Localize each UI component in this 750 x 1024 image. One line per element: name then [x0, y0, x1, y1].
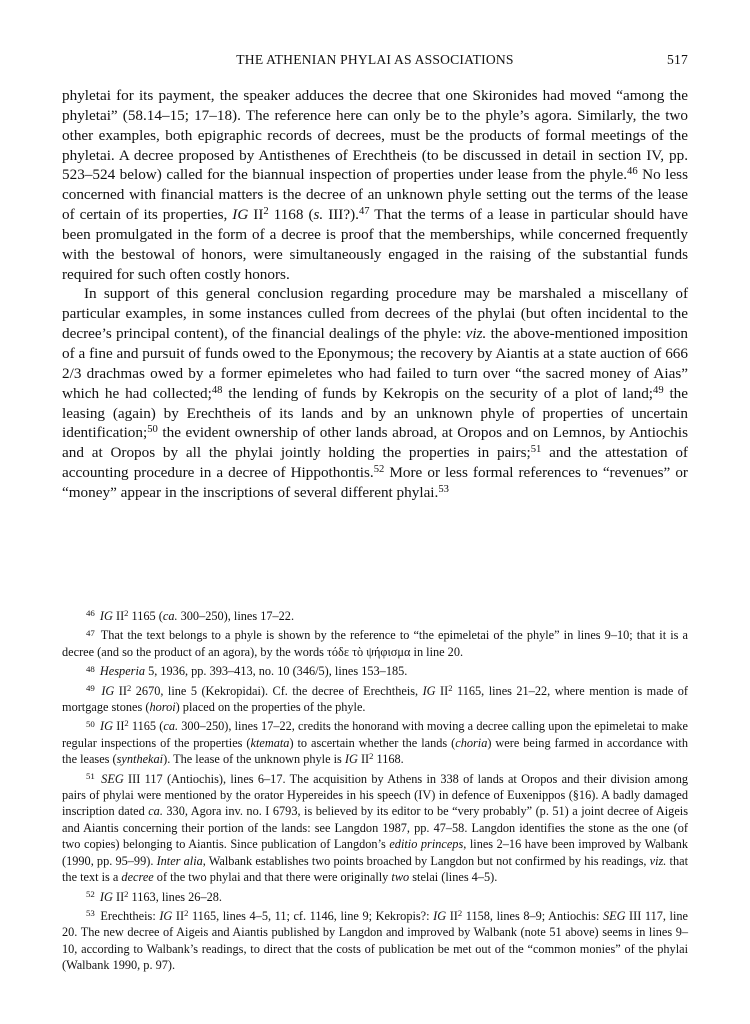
- main-text: [62, 86, 688, 503]
- footnote-50: $^{50}$ IG $II^2$ 1165 (ca. 300–250), lines 17–22, credits the honorand with moving a decree calling upon the epimeletai to make regular inspections of the properties (ktemata) to ascertain whether the lands (choria) were being farmed in accordance with the leases (synthekai). The lease of the unknown phyle is IG $II^2$ 1168.: [62, 718, 689, 767]
- footnote-47: $^{47}$ That the text belongs to a phyle is shown by the reference to “the epimeletai of the phyle” in lines 9–10; that it is a decree (and so the product of an agora), by the words τόδε τὸ ψήφισμα in line 20.: [62, 627, 688, 659]
- footnote-ref-53[interactable]: 53: [438, 484, 449, 496]
- footnote-ref-46[interactable]: 46: [627, 166, 638, 178]
- footnote-52: $^{52}$ IG $II^2$ 1163, lines 26–28.: [86, 888, 222, 904]
- footnote-ref-50[interactable]: 50: [147, 424, 158, 436]
- footnote-49: $^{49}$ IG $II^2$ 2670, line 5 (Kekropidai). Cf. the decree of Erechtheis, IG $II^2$ 1165, lines 21–22, where mention is made of mortgage stones (horoi) placed on the properties of the phyle.: [62, 682, 689, 715]
- running-title: THE ATHENIAN PHYLAI AS ASSOCIATIONS: [236, 52, 514, 67]
- footnote-48: $^{48}$ Hesperia 5, 1936, pp. 393–413, no. 10 (346/5), lines 153–185.: [86, 663, 408, 679]
- footnote-ref-47[interactable]: 47: [358, 206, 370, 218]
- paragraph-1: phyletai for its payment, the speaker adduces the decree that one Skironides had moved “among the phyletai” (58.14–15; 17–18). The reference here can only be to the phyle’s agora. Similarly, the two other examples, both epigraphic records of decrees, must be the products of formal meetings of the phyletai. A decree proposed by Antisthenes of Erechtheis (to be discussed in detail in section IV, pp. 523–524 below) called for the biannual inspection of properties under lease from the phyle.$^{46}$ No less concerned with financial matters is the decree of an unknown phyle setting out the terms of the lease of certain of its properties, IG $II^2$ 1168 (s. III?).$^{47}$ That the terms of a lease in particular should have been promulgated in the form of a decree is proof that the memberships, while concerned frequently with the bestowal of honors, were simultaneously engaged in the raising of the substantial funds required for such often costly honors.: [62, 87, 689, 283]
- footnote-ref-48[interactable]: 48: [211, 384, 223, 396]
- page-number: 517: [667, 52, 688, 67]
- footnote-46: $^{46}$ IG $II^2$ 1165 (ca. 300–250), lines 17–22.: [86, 608, 295, 623]
- footnote-ref-51[interactable]: 51: [530, 444, 542, 456]
- running-head: [62, 52, 688, 72]
- footnotes: [62, 608, 688, 977]
- footnote-ref-49[interactable]: 49: [653, 384, 664, 396]
- footnote-ref-52[interactable]: 52: [373, 464, 385, 476]
- paragraph-2: In support of this general conclusion regarding procedure may be marshaled a miscellany of particular examples, in some instances culled from decrees of the phylai (but often incidental to the decree’s principal content), of the financial dealings of the phyle: viz. the above-mentioned imposition of a fine and pursuit of funds owed to the Eponymous; the recovery by Aiantis at a state auction of 666 2/3 drachmas owed by a former epimeletes who had failed to turn over “the sacred money of Aias” which he had collected;$^{48}$ the lending of funds by Kekropis on the security of a plot of land;$^{49}$ the leasing (again) by Erechtheis of its lands and by an unknown phyle of properties of uncertain identification;$^{50}$ the evident ownership of other lands abroad, at Oropos and on Lemnos, by Antiochis and at Oropos by all the phylai jointly holding the properties in pairs;$^{51}$ and the attestation of accounting procedure in a decree of Hippothontis.$^{52}$ More or less formal references to “revenues” or “money” appear in the inscriptions of several different phylai.$^{53}$: [62, 285, 689, 501]
- footnote-53: $^{53}$ Erechtheis: IG $II^2$ 1165, lines 4–5, 11; cf. 1146, line 9; Kekropis?: IG $II^2$ 1158, lines 8–9; Antiochis: SEG III 117, line 20. The new decree of Aigeis and Aiantis published by Langdon and improved by Walbank (note 51 above) seems in lines 9–10, according to Walbank’s readings, to direct that the costs of publication be met out of the “common monies” of the phylai (Walbank 1990, p. 97).: [62, 908, 688, 973]
- footnote-51: $^{51}$ SEG III 117 (Antiochis), lines 6–17. The acquisition by Athens in 338 of lands at Oropos and their division among pairs of phylai were mentioned by the orator Hypereides in his speech (IV) in defence of Euxenippos (§16). A badly damaged inscription dated ca. 330, Agora inv. no. I 6793, is believed by its editor to be “very probably” (p. 51) a joint decree of Aigeis and Aiantis concerning their portion of the lands: see Langdon 1987, pp. 47–58. Langdon identifies the stone as the one (of two copies) belonging to Aiantis. Since publication of Langdon’s editio princeps, lines 2–16 have been improved by Walbank (1990, pp. 95–99). Inter alia, Walbank establishes two points broached by Langdon but not confirmed by his readings, viz. that the text is a decree of the two phylai and that there were originally two stelai (lines 4–5).: [62, 771, 688, 885]
